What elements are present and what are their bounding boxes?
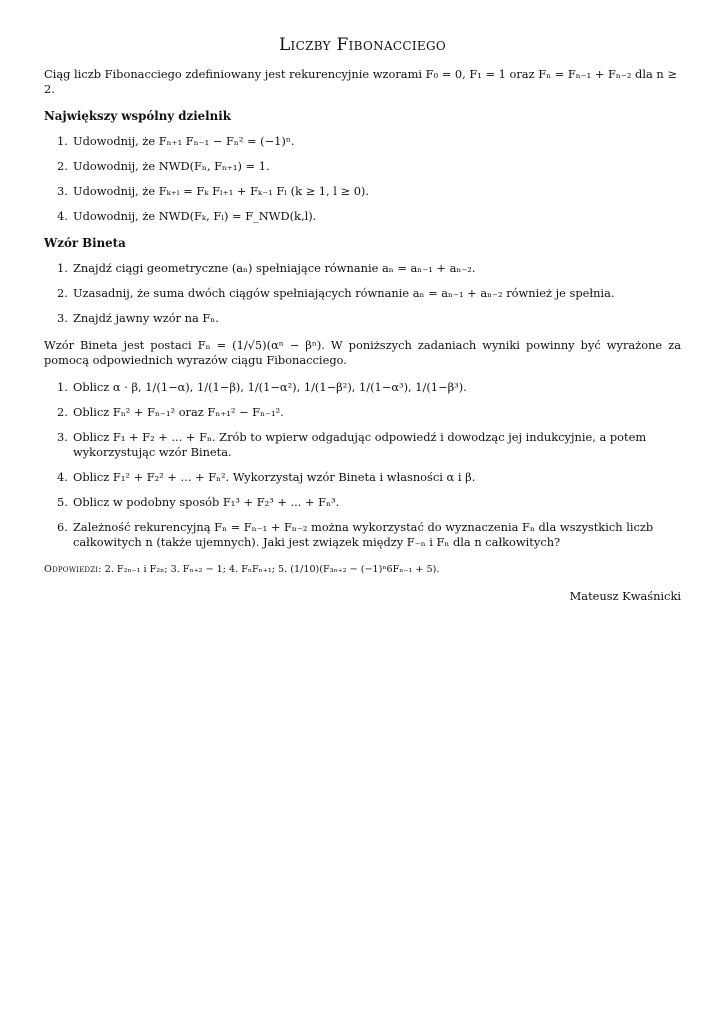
item-text: Udowodnij, że NWD(Fₙ, Fₙ₊₁) = 1. xyxy=(73,159,270,173)
item-number: 5. xyxy=(57,495,68,509)
list-item xyxy=(44,405,681,420)
item-text: Oblicz Fₙ² + Fₙ₋₁² oraz Fₙ₊₁² − Fₙ₋₁². xyxy=(73,405,284,419)
item-number: 1. xyxy=(57,380,68,394)
item-text: Znajdź ciągi geometryczne (aₙ) spełniające równanie aₙ = aₙ₋₁ + aₙ₋₂. xyxy=(73,261,476,275)
item-number: 1. xyxy=(57,134,68,148)
item-number: 2. xyxy=(57,286,68,300)
item-text: Uzasadnij, że suma dwóch ciągów spełniających równanie aₙ = aₙ₋₁ + aₙ₋₂ również je spełnia. xyxy=(73,286,615,300)
binet-calculation-list xyxy=(44,380,681,550)
list-item xyxy=(44,286,681,301)
intro-paragraph: Ciąg liczb Fibonacciego zdefiniowany jest rekurencyjnie wzorami F₀ = 0, F₁ = 1 oraz Fₙ = Fₙ₋₁ + Fₙ₋₂ dla n ≥ 2. xyxy=(44,67,677,96)
list-item xyxy=(44,311,681,326)
item-text: Oblicz α · β, 1/(1−α), 1/(1−β), 1/(1−α²), 1/(1−β²), 1/(1−α³), 1/(1−β³). xyxy=(73,380,467,394)
item-text: Znajdź jawny wzór na Fₙ. xyxy=(73,311,219,325)
nwd-exercise-list xyxy=(44,134,681,224)
item-text: Zależność rekurencyjną Fₙ = Fₙ₋₁ + Fₙ₋₂ można wykorzystać do wyznaczenia Fₙ dla wszystkich liczb całkowitych n (także ujemnych). Jaki jest związek między F₋ₙ i Fₙ dla n całkowitych? xyxy=(73,520,654,549)
section-heading-binet: Wzór Bineta xyxy=(44,236,126,250)
list-item xyxy=(44,159,681,174)
list-item xyxy=(44,430,681,460)
list-item xyxy=(44,184,681,199)
item-number: 3. xyxy=(57,311,68,325)
item-number: 3. xyxy=(57,430,68,444)
answers-text: 2. F₂ₙ₋₁ i F₂ₙ; 3. Fₙ₊₂ − 1; 4. FₙFₙ₊₁; 5. (1/10)(F₃ₙ₊₂ − (−1)ⁿ6Fₙ₋₁ + 5). xyxy=(104,564,440,575)
item-text: Udowodnij, że NWD(Fₖ, Fₗ) = F_NWD(k,l). xyxy=(73,209,317,223)
item-text: Oblicz w podobny sposób F₁³ + F₂³ + ... + Fₙ³. xyxy=(73,495,340,509)
item-text: Oblicz F₁ + F₂ + ... + Fₙ. Zrób to wpierw odgadując odpowiedź i dowodząc jej indukcyjnie, a potem wykorzystując wzór Bineta. xyxy=(73,430,647,459)
item-text: Oblicz F₁² + F₂² + ... + Fₙ². Wykorzystaj wzór Bineta i własności α i β. xyxy=(73,470,476,484)
item-number: 2. xyxy=(57,405,68,419)
answers-line xyxy=(44,562,681,577)
document-title: Liczby Fibonacciego xyxy=(278,35,447,55)
list-item xyxy=(44,134,681,149)
item-number: 6. xyxy=(57,520,68,534)
author-name: Mateusz Kwaśnicki xyxy=(569,589,681,603)
list-item xyxy=(44,261,681,276)
list-item xyxy=(44,520,681,550)
binet-exercise-list xyxy=(44,261,681,326)
item-text: Udowodnij, że Fₙ₊₁ Fₙ₋₁ − Fₙ² = (−1)ⁿ. xyxy=(73,134,295,148)
item-number: 3. xyxy=(57,184,68,198)
list-item xyxy=(44,470,681,485)
document-body xyxy=(44,35,681,604)
item-text: Udowodnij, że Fₖ₊ₗ = Fₖ Fₗ₊₁ + Fₖ₋₁ Fₗ (k ≥ 1, l ≥ 0). xyxy=(73,184,370,198)
list-item xyxy=(44,495,681,510)
item-number: 1. xyxy=(57,261,68,275)
binet-paragraph: Wzór Bineta jest postaci Fₙ = (1/√5)(αⁿ − βⁿ). W poniższych zadaniach wyniki powinny być wyrażone za pomocą odpowiednich wyrazów ciągu Fibonacciego. xyxy=(44,338,681,367)
section-heading-nwd: Największy wspólny dzielnik xyxy=(44,109,231,123)
item-number: 2. xyxy=(57,159,68,173)
list-item xyxy=(44,209,681,224)
item-number: 4. xyxy=(57,470,68,484)
answers-label: Odpowiedzi: xyxy=(44,564,102,575)
list-item xyxy=(44,380,681,395)
item-number: 4. xyxy=(57,209,68,223)
